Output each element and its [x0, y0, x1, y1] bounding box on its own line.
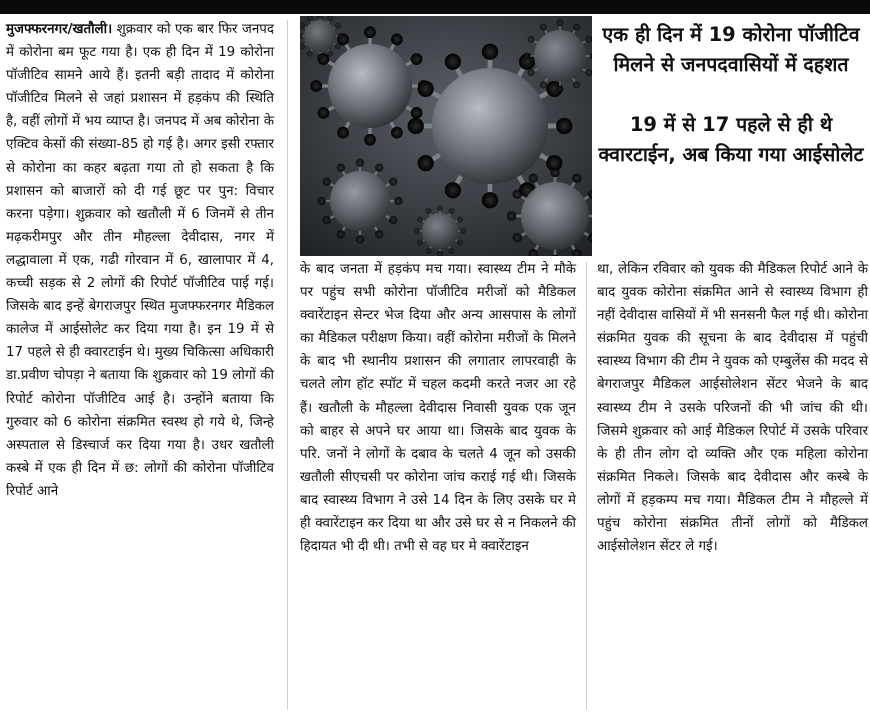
column-1-text: शुक्रवार को एक बार फिर जनपद में कोरोना बम फूट गया है। एक ही दिन में 19 कोरोना पॉजीटिव सामने आये हैं। इतनी बड़ी तादाद में कोरोना पॉजीटिव मिलने से जहां प्रशासन में हड़कंप की स्थिति है, वहीं लोगों में भय व्याप्त है। जनपद में अब कोरोना के एक्टिव केसों की संख्या-85 हो गई है। अगर इसी रफ्तार से कोरोना का कहर बढ़ता गया तो हो सकता है कि प्रशासन को बाजारों को दी गई छूट पर पुन: विचार करना पड़ेगा। शुक्रवार को खतौली में 6 जिनमें से तीन मढ़करीमपुर और तीन मौहल्ला देवीदास, नगर में लद्धावाला में एक, गढी गोरवान में 6, खालापार में 4, कच्ची सड़क से 2 लोगों की रिपोर्ट पॉजीटिव पाई गई। जिसके बाद इन्हें बेगराजपुर स्थित मुजफ्फरनगर मैडिकल कालेज में आईसोलेट कर दिया गया है। इन 19 में से 17 पहले से ही क्वारटाईन थे। मुख्य चिकित्सा अधिकारी डा.प्रवीण चोपड़ा ने बताया कि शुक्रवार को 19 लोगों की रिपोर्ट कोरोना पॉजीटिव आई है। उन्होंने बताया कि गुरुवार को 6 कोरोना संक्रमित स्वस्थ हो गये थे, जिन्हे अस्पताल से डिस्चार्ज कर दिया गया है। उधर खतौली कस्बे में एक ही दिन में छ: लोगों की कोरोना पॉजीटिव रिपोर्ट आने: [6, 22, 274, 499]
headline-sub: 19 में से 17 पहले से ही थे क्वारटाईन, अब किया गया आईसोलेट: [598, 113, 864, 166]
headline-main: एक ही दिन में 19 कोरोना पॉजीटिव मिलने से जनपदवासियों में दहशत: [602, 23, 860, 76]
article-column-1: [6, 18, 274, 503]
headline-block: [596, 20, 866, 170]
column-divider-2: [586, 262, 587, 710]
coronavirus-image: [300, 16, 592, 256]
virus-illustration-icon: [300, 16, 592, 256]
top-black-bar: [0, 0, 870, 14]
article-column-3: था, लेकिन रविवार को युवक की मैडिकल रिपोर्ट आने के बाद युवक कोरोना संक्रमित आने से स्वास्थ्य विभाग ही नहीं देवीदास वासियों में भी सनसनी फैल गई थी। कोरोना संक्रमित युवक की सूचना के बाद देवीदास में पहुंची स्वास्थ्य विभाग की टीम ने युवक को एम्बुलेंस की मदद से बेगराजपुर मैडिकल आईसोलेशन सेंटर भेजने के बाद स्वास्थ्य टीम ने उसके परिजनों की भी जांच की थी। जिसमे शुक्रवार को आई मैडिकल रिपोर्ट में उसके परिवार के ही तीन लोग दो व्यक्ति और एक महिला कोरोना संक्रमित निकले। जिसके बाद देवीदास और कस्बे के लोगों में हड़कम्प मच गया। मैडिकल टीम ने मौहल्ले में पहुंच कोरोना संक्रमित तीनों लोगों को मैडिकल आईसोलेशन सेंटर ले गई।: [597, 262, 868, 555]
column-divider: [287, 20, 288, 710]
dateline: मुजफ्फरनगर/खतौली।: [6, 22, 113, 37]
article-column-2: के बाद जनता में हड़कंप मच गया। स्वास्थ्य टीम ने मौके पर पहुंच सभी कोरोना पॉजीटिव मरीजों को मैडिकल क्वारेंटाइन सेन्टर भेज दिया और अन्य आसपास के लोगों का मैडिकल परीक्षण किया। वहीं कोरोना मरीजों के मिलने के बाद भी स्थानीय प्रशासन की लगातार लापरवाही के चलते लोग हॉट स्पॉट में चहल कदमी करते नजर आ रहे हैं। खतौली के मौहल्ला देवीदास निवासी युवक एक जून को बाहर से अपने घर आया था। जिसके बाद युवक के परि. जनों ने लोगों के दबाव के चलते 4 जून को उसकी खतौली सीएचसी पर कोरोना जांच कराई गई थी। जिसके बाद स्वास्थ्य विभाग ने उसे 14 दिन के लिए उसके घर मे ही क्वारेंटाइन कर दिया था और उसे घर से न निकलने की हिदायत भी दी थी। तभी से वह घर मे क्वारेंटाइन: [300, 262, 576, 555]
